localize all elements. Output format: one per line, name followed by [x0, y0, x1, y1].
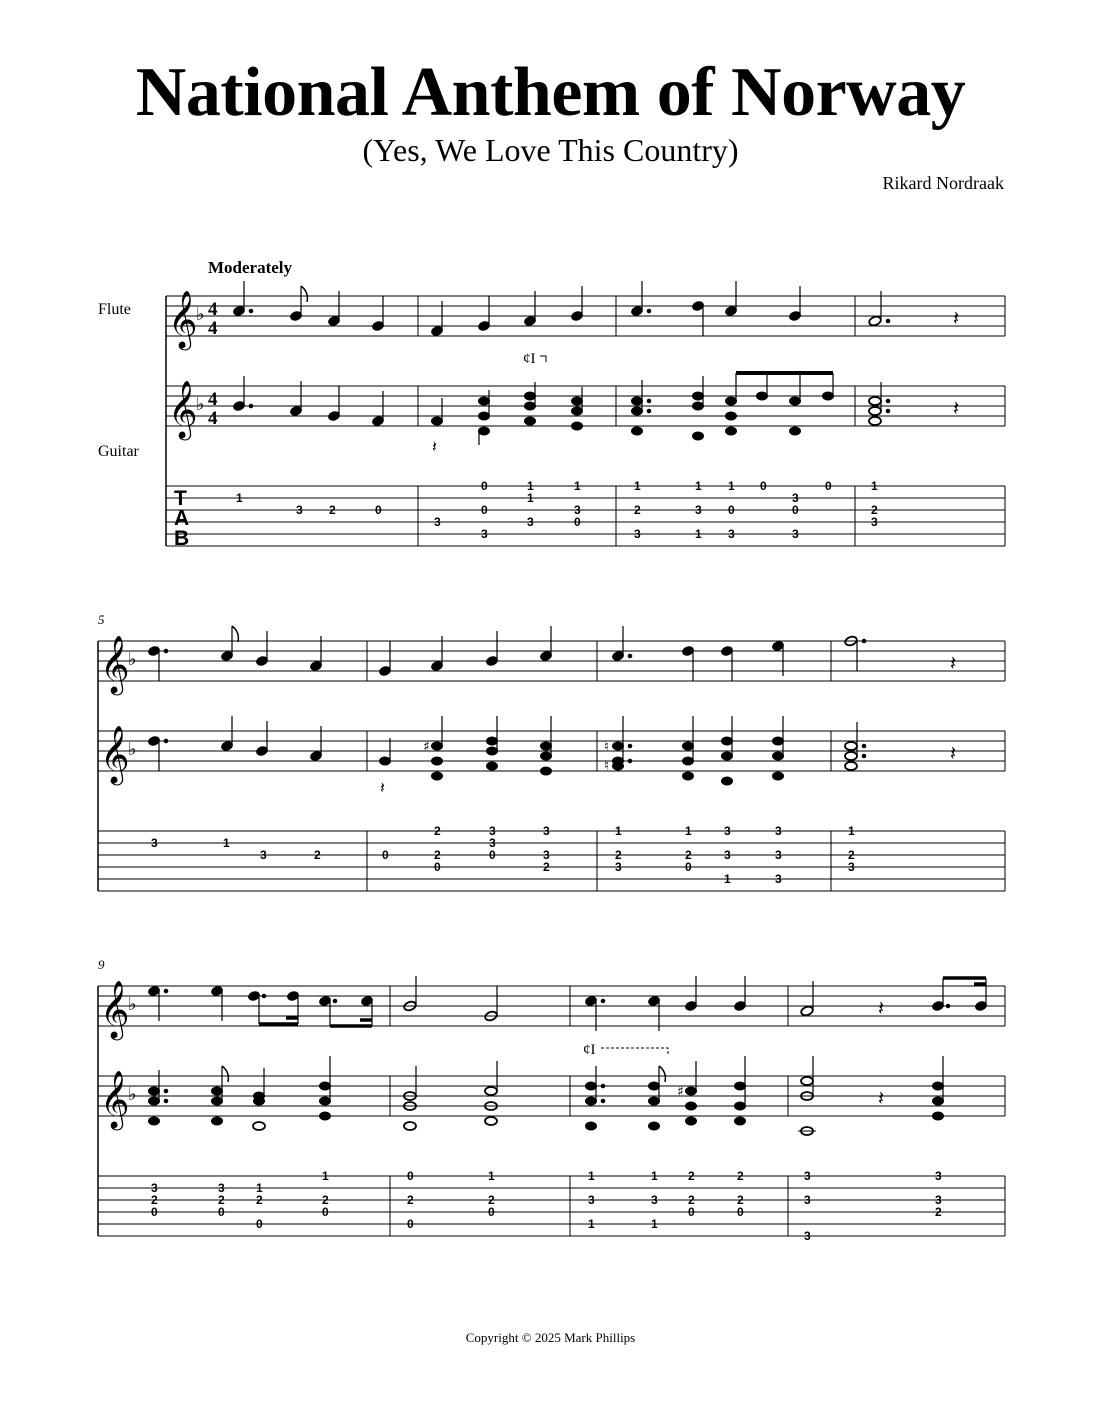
system-3	[98, 957, 1005, 1243]
svg-text:1: 1	[488, 1169, 495, 1183]
svg-text:1: 1	[724, 872, 731, 886]
tempo-marking: Moderately	[208, 258, 293, 277]
svg-text:2: 2	[688, 1169, 695, 1183]
quarter-rest-icon: 𝄽	[432, 437, 437, 456]
guitar-notes	[232, 373, 959, 456]
svg-text:0: 0	[825, 479, 832, 493]
svg-text:0: 0	[792, 503, 799, 517]
svg-text:1: 1	[871, 479, 878, 493]
copyright-notice: Copyright © 2025 Mark Phillips	[465, 1330, 636, 1345]
svg-text:3: 3	[651, 1193, 658, 1207]
svg-text:2: 2	[737, 1169, 744, 1183]
natural-icon: ♮	[604, 739, 610, 755]
svg-text:3: 3	[728, 527, 735, 541]
svg-text:2: 2	[543, 860, 550, 874]
svg-text:0: 0	[488, 1205, 495, 1219]
svg-text:1: 1	[527, 491, 534, 505]
svg-text:0: 0	[760, 479, 767, 493]
svg-text:0: 0	[574, 515, 581, 529]
svg-text:3: 3	[935, 1193, 942, 1207]
svg-text:3: 3	[296, 503, 303, 517]
svg-text:1: 1	[685, 824, 692, 838]
barre-marking: ¢I	[523, 351, 536, 367]
treble-clef-icon: 𝄞	[100, 980, 130, 1038]
tab-letter-b: B	[174, 527, 190, 550]
time-signature-denominator: 4	[208, 408, 218, 429]
quarter-rest-icon: 𝄽	[950, 651, 957, 675]
svg-text:3: 3	[489, 836, 496, 850]
instrument-label-flute: Flute	[98, 301, 131, 318]
svg-text:1: 1	[695, 479, 702, 493]
svg-text:0: 0	[256, 1217, 263, 1231]
svg-text:1: 1	[615, 824, 622, 838]
svg-text:2: 2	[434, 824, 441, 838]
system-2	[98, 612, 1005, 891]
time-signature-denominator: 4	[208, 318, 218, 339]
flute-staff	[98, 986, 1005, 1026]
svg-text:0: 0	[407, 1169, 414, 1183]
tab-staff	[166, 486, 1005, 546]
svg-text:2: 2	[314, 848, 321, 862]
svg-text:0: 0	[737, 1205, 744, 1219]
svg-text:1: 1	[695, 527, 702, 541]
svg-text:2: 2	[434, 848, 441, 862]
quarter-rest-icon: 𝄽	[953, 306, 960, 330]
tab-letter-a: A	[174, 507, 190, 530]
svg-text:1: 1	[574, 479, 581, 493]
svg-text:2: 2	[737, 1193, 744, 1207]
svg-text:3: 3	[792, 527, 799, 541]
flute-notes	[232, 281, 959, 337]
svg-text:0: 0	[434, 860, 441, 874]
instrument-label-guitar: Guitar	[98, 443, 139, 460]
svg-text:2: 2	[615, 848, 622, 862]
svg-text:1: 1	[651, 1169, 658, 1183]
flat-icon: ♭	[128, 1084, 137, 1105]
svg-text:1: 1	[236, 491, 243, 505]
page-title: National Anthem of Norway	[135, 54, 966, 131]
svg-text:2: 2	[848, 848, 855, 862]
svg-text:3: 3	[775, 872, 782, 886]
svg-text:3: 3	[775, 848, 782, 862]
svg-text:3: 3	[871, 515, 878, 529]
measure-number: 5	[98, 612, 105, 627]
svg-text:3: 3	[218, 1181, 225, 1195]
time-signature-numerator: 4	[208, 389, 218, 410]
time-signature-numerator: 4	[208, 299, 218, 320]
svg-text:3: 3	[543, 848, 550, 862]
svg-text:2: 2	[151, 1193, 158, 1207]
svg-text:0: 0	[382, 848, 389, 862]
svg-text:0: 0	[322, 1205, 329, 1219]
treble-clef-icon: 𝄞	[100, 725, 130, 783]
svg-text:3: 3	[804, 1229, 811, 1243]
svg-text:3: 3	[151, 836, 158, 850]
svg-text:0: 0	[218, 1205, 225, 1219]
svg-text:0: 0	[489, 848, 496, 862]
flat-icon: ♭	[128, 649, 137, 670]
svg-text:3: 3	[481, 527, 488, 541]
svg-text:3: 3	[543, 824, 550, 838]
svg-text:1: 1	[223, 836, 230, 850]
svg-text:1: 1	[322, 1169, 329, 1183]
svg-text:1: 1	[588, 1169, 595, 1183]
treble-clef-icon: 𝄞	[168, 290, 198, 348]
svg-text:1: 1	[256, 1181, 263, 1195]
svg-text:0: 0	[407, 1217, 414, 1231]
svg-text:2: 2	[329, 503, 336, 517]
flute-notes	[147, 976, 987, 1031]
quarter-rest-icon: 𝄽	[878, 996, 885, 1020]
svg-text:3: 3	[527, 515, 534, 529]
system-1	[166, 281, 1005, 550]
svg-text:3: 3	[489, 824, 496, 838]
tab-staff	[98, 831, 1005, 891]
svg-text:2: 2	[322, 1193, 329, 1207]
svg-text:3: 3	[434, 515, 441, 529]
svg-text:0: 0	[481, 479, 488, 493]
svg-text:1: 1	[848, 824, 855, 838]
svg-text:3: 3	[151, 1181, 158, 1195]
svg-text:3: 3	[634, 527, 641, 541]
sharp-icon: ♯	[423, 739, 430, 755]
svg-text:3: 3	[775, 824, 782, 838]
svg-text:0: 0	[688, 1205, 695, 1219]
svg-text:0: 0	[685, 860, 692, 874]
svg-text:1: 1	[728, 479, 735, 493]
svg-text:2: 2	[488, 1193, 495, 1207]
svg-text:0: 0	[728, 503, 735, 517]
svg-text:2: 2	[685, 848, 692, 862]
page-subtitle: (Yes, We Love This Country)	[362, 132, 739, 168]
svg-text:3: 3	[848, 860, 855, 874]
flat-icon: ♭	[196, 304, 205, 325]
svg-text:0: 0	[151, 1205, 158, 1219]
svg-text:3: 3	[615, 860, 622, 874]
treble-clef-icon: 𝄞	[100, 1070, 130, 1128]
svg-text:3: 3	[724, 824, 731, 838]
svg-text:1: 1	[527, 479, 534, 493]
svg-text:3: 3	[804, 1193, 811, 1207]
svg-text:1: 1	[634, 479, 641, 493]
natural-icon: ♮	[604, 758, 610, 774]
svg-text:3: 3	[935, 1169, 942, 1183]
svg-text:3: 3	[695, 503, 702, 517]
svg-text:2: 2	[871, 503, 878, 517]
svg-text:2: 2	[407, 1193, 414, 1207]
svg-text:2: 2	[256, 1193, 263, 1207]
guitar-staff	[166, 386, 1005, 426]
svg-text:3: 3	[574, 503, 581, 517]
svg-text:2: 2	[634, 503, 641, 517]
svg-text:2: 2	[688, 1193, 695, 1207]
svg-text:1: 1	[651, 1217, 658, 1231]
flat-icon: ♭	[196, 394, 205, 415]
tab-numbers	[151, 1169, 942, 1243]
svg-text:0: 0	[481, 503, 488, 517]
quarter-rest-icon: 𝄽	[380, 778, 385, 797]
sharp-icon: ♯	[677, 1084, 684, 1100]
tab-staff	[98, 1176, 1005, 1236]
measure-number: 9	[98, 957, 105, 972]
tab-letter-t: T	[174, 487, 187, 510]
svg-text:3: 3	[588, 1193, 595, 1207]
treble-clef-icon: 𝄞	[100, 635, 130, 693]
composer-credit: Rikard Nordraak	[882, 173, 1004, 193]
svg-text:3: 3	[804, 1169, 811, 1183]
svg-text:1: 1	[588, 1217, 595, 1231]
quarter-rest-icon: 𝄽	[878, 1086, 885, 1110]
flat-icon: ♭	[128, 994, 137, 1015]
barre-marking: ¢I	[583, 1042, 596, 1058]
svg-text:2: 2	[218, 1193, 225, 1207]
svg-text:0: 0	[375, 503, 382, 517]
quarter-rest-icon: 𝄽	[953, 396, 960, 420]
quarter-rest-icon: 𝄽	[950, 741, 957, 765]
treble-clef-icon: 𝄞	[168, 380, 198, 438]
svg-text:2: 2	[935, 1205, 942, 1219]
svg-text:3: 3	[724, 848, 731, 862]
flute-notes	[147, 626, 956, 681]
flat-icon: ♭	[128, 739, 137, 760]
svg-text:3: 3	[792, 491, 799, 505]
guitar-notes	[147, 716, 956, 797]
guitar-staff	[98, 1076, 1005, 1116]
svg-text:3: 3	[260, 848, 267, 862]
